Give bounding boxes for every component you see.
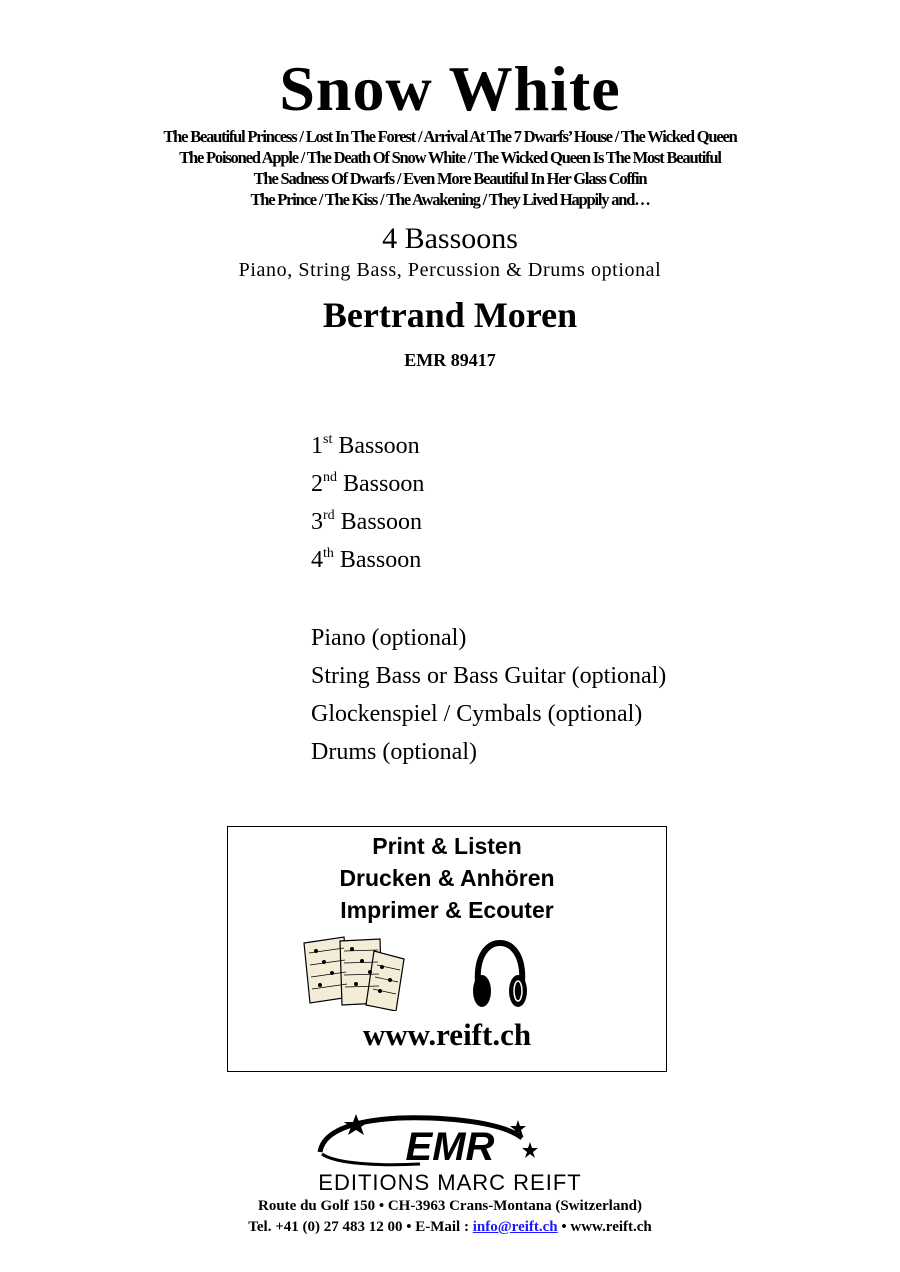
movement-line: The Beautiful Princess / Lost In The Forest / Arrival At The 7 Dwarfs’ House / The Wicked Queen: [163, 127, 737, 146]
movement-line: The Poisoned Apple / The Death Of Snow White / The Wicked Queen Is The Most Beautiful: [179, 148, 721, 167]
optional-part-item: Glockenspiel / Cymbals (optional): [311, 701, 643, 727]
optional-part-item: Piano (optional): [311, 625, 467, 651]
page-title: Snow White: [279, 53, 621, 124]
headphones-icon: [468, 939, 532, 1013]
publisher-contact: Tel. +41 (0) 27 483 12 00 • E-Mail : info@reift.ch • www.reift.ch: [248, 1219, 652, 1235]
optional-part-item: String Bass or Bass Guitar (optional): [311, 663, 667, 689]
promo-line: Imprimer & Ecouter: [340, 897, 554, 923]
instrumentation: 4 Bassoons: [382, 222, 518, 255]
emr-logo: [300, 1108, 600, 1198]
parts-list: [311, 430, 666, 774]
promo-line: Drucken & Anhören: [339, 865, 555, 891]
email-link[interactable]: info@reift.ch: [472, 1219, 558, 1235]
promo-website-link[interactable]: www.reift.ch: [362, 1017, 532, 1052]
part-item: 2nd Bassoon: [311, 470, 425, 497]
catalog-number: EMR 89417: [404, 350, 496, 370]
movement-list: [0, 126, 900, 210]
svg-text:EMR: EMR: [405, 1125, 495, 1169]
movement-line: The Sadness Of Dwarfs / Even More Beautiful In Her Glass Coffin: [253, 169, 647, 188]
sheet-music-icon: [300, 935, 412, 1011]
publisher-address: Route du Golf 150 • CH-3963 Crans-Montana (Switzerland): [258, 1198, 642, 1214]
optional-part-item: Drums (optional): [311, 739, 477, 765]
movement-line: The Prince / The Kiss / The Awakening / They Lived Happily and…: [250, 190, 650, 209]
promo-line: Print & Listen: [372, 833, 522, 859]
publisher-address-block: [0, 1196, 900, 1238]
part-item: 4th Bassoon: [311, 546, 422, 573]
optional-instruments: Piano, String Bass, Percussion & Drums optional: [238, 259, 662, 281]
part-item: 3rd Bassoon: [311, 508, 423, 535]
part-item: 1st Bassoon: [311, 432, 420, 459]
print-listen-box: [227, 826, 667, 1072]
composer-name: Bertrand Moren: [322, 295, 578, 335]
publisher-name: EDITIONS MARC REIFT: [318, 1170, 582, 1195]
